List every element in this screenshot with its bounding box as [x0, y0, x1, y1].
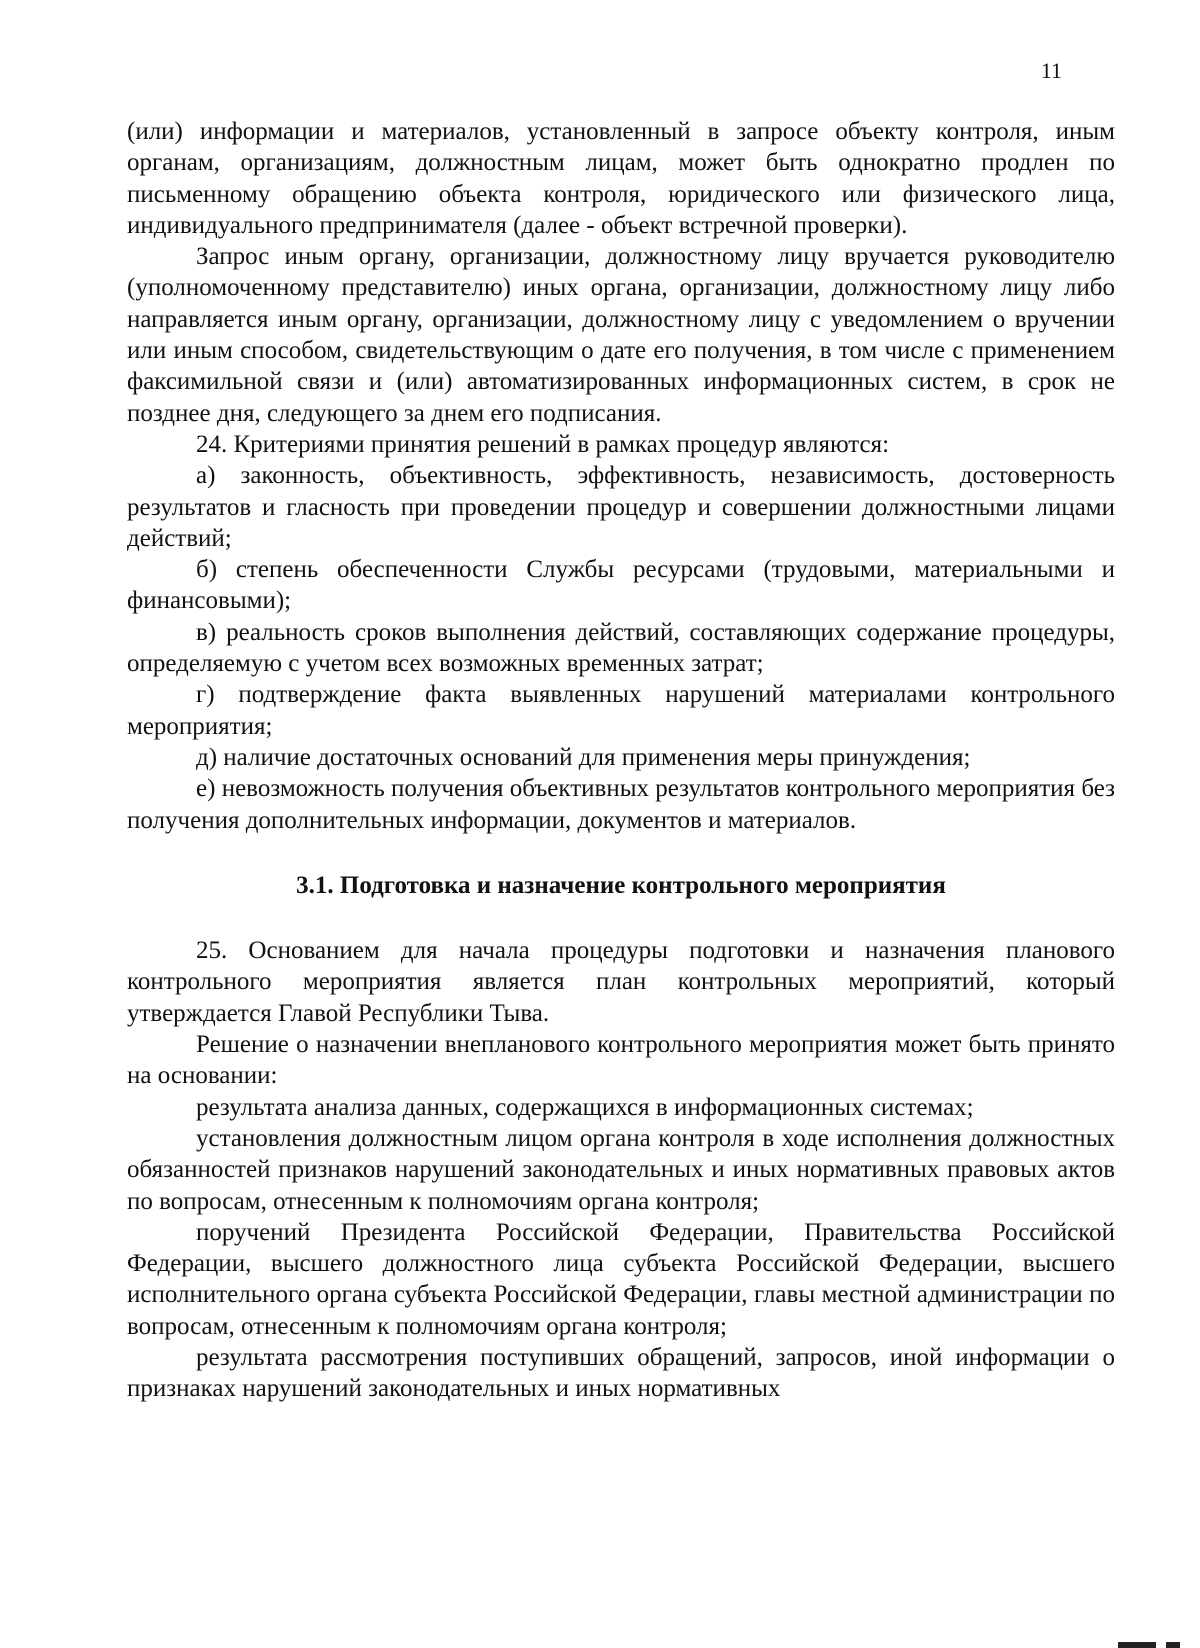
paragraph: Запрос иным органу, организации, должностному лицу вручается руководителю (уполномоченному представителю) иных органа, организации, должностному лицу либо направляется иным органу, организации, должностному лицу с уведомлением о вручении или иным способом, свидетельствующим о дате его получения, в том числе с применением факсимильной связи и (или) автоматизированных информационных систем, в срок не позднее дня, следующего за днем его подписания.: [127, 243, 1115, 427]
paragraph: результата рассмотрения поступивших обращений, запросов, иной информации о признаках нарушений законодательных и иных нормативных: [127, 1343, 1115, 1403]
paragraph: Решение о назначении внепланового контрольного мероприятия может быть принято на основании:: [127, 1031, 1115, 1090]
paragraph: (или) информации и материалов, установленный в запросе объекту контроля, иным органам, организациям, должностным лицам, может быть однократно продлен по письменному обращению объекта контроля, юридического или физического лица, индивидуального предпринимателя (далее - объект встречной проверки).: [127, 118, 1115, 239]
paragraphs-before-heading: [127, 116, 1115, 836]
paragraph: а) законность, объективность, эффективность, независимость, достоверность результатов и гласность при проведении процедур и совершении должностными лицами действий;: [127, 462, 1115, 552]
page-number: 11: [1040, 58, 1062, 83]
paragraph: е) невозможность получения объективных результатов контрольного мероприятия без получения дополнительных информации, документов и материалов.: [127, 775, 1115, 834]
paragraph: поручений Президента Российской Федерации, Правительства Российской Федерации, высшего должностного лица субъекта Российской Федерации, высшего исполнительного органа субъекта Российской Федерации, главы местной администрации по вопросам, отнесенным к полномочиям органа контроля;: [127, 1218, 1115, 1340]
paragraph: результата анализа данных, содержащихся в информационных системах;: [196, 1093, 974, 1121]
paragraph: установления должностным лицом органа контроля в ходе исполнения должностных обязанностей признаков нарушений законодательных и иных нормативных правовых актов по вопросам, отнесенным к полномочиям органа контроля;: [127, 1124, 1115, 1215]
paragraph: б) степень обеспеченности Службы ресурсами (трудовыми, материальными и финансовыми);: [127, 556, 1115, 615]
scan-edge-mark: [1118, 1642, 1156, 1648]
paragraph: 24. Критериями принятия решений в рамках процедур являются:: [196, 430, 890, 458]
paragraph: 25. Основанием для начала процедуры подготовки и назначения планового контрольного мероприятия является план контрольных мероприятий, который утверждается Главой Республики Тыва.: [127, 937, 1115, 1027]
paragraph: г) подтверждение факта выявленных нарушений материалами контрольного мероприятия;: [127, 681, 1115, 740]
section-heading: 3.1. Подготовка и назначение контрольного мероприятия: [296, 871, 946, 899]
paragraph: д) наличие достаточных оснований для применения меры принуждения;: [196, 743, 971, 771]
paragraph: в) реальность сроков выполнения действий, составляющих содержание процедуры, определяемую с учетом всех возможных временных затрат;: [127, 618, 1115, 678]
scan-edge-mark: [1166, 1642, 1180, 1648]
paragraphs-after-heading: [127, 935, 1115, 1404]
document-body: [127, 116, 1115, 1405]
